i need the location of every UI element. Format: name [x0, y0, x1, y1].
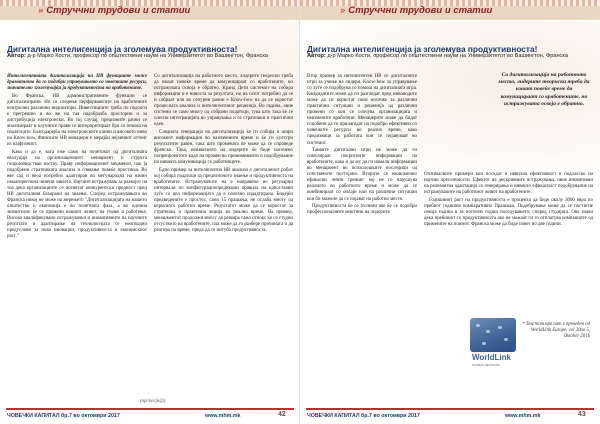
right-page: [300, 0, 600, 424]
article-title: Дигитална интелигенција ја зголемува продуктивноста!: [307, 44, 538, 54]
body-paragraph: Втор пример за интелигентен НВ се дигиталните игри за учење на лидери. Know-how за управување со луѓе се подобрува со помош на дигиталната игра. Кандидатите може да ги разгледат пред нивоводите може да ги користат свои носечко за различни практични ситуации и решенија од различни промени со кои се соочува организацијата и неизмените вработени. Менаџерите може да бидат соцобени да се прилагодат на подобро ефективно со човечките ресурси во реално време, како предизвици за работата кон се појавуваат во системот.: [307, 74, 417, 146]
page-number: 43: [578, 411, 586, 418]
worldlink-subtitle: GLOBAL NETWORK: [472, 363, 501, 367]
footer-rule: [306, 408, 594, 410]
author-line: [307, 53, 593, 60]
body-paragraph: Во Франска, НВ административните функции се дигитализирани. Но со следење перформансите на вработените контролни различни индикатори. Инвестициите треба по подолги е прегрешно и во же на таа надобразба просторни и за дистрибуција електронски. Во тој случај, прецизните рачни се анализираат и клучните прави се интерпретираат бро со помош на податоците. Благодарејќи на електронските клипи и високото ниво на Know-how, Финските НВ менаџери е мерајќи нејзиниот оттенг из најфизниот.: [7, 93, 147, 148]
body-paragraph: Годишниот раст на продуктивноста е процента да биде околу 3000 евра по пребиот годишно компаративно Прашања. Подобрување може да се постигне секоја година и за поголем годиш поседувањето, според студијата. Ова значи дека пребишот со продуктивноста ако не мажаат ги го отплатува компаниите од примените на поимот. Франска може да биде повет во две години.: [424, 197, 593, 227]
page-footer: [0, 404, 300, 424]
author-line: [7, 53, 293, 60]
right-column-1: [307, 74, 417, 218]
author-label: Автор:: [307, 53, 326, 59]
body-paragraph: Како и да е, кога еже само на почетокот од дигиталната еволуција на организациониот менаџмент и структа гопроизведстваи настоу. Праву информационит меџменот, пак ја подобрени стратешката анализа и спевање повеќе простиња. Во еве сад и неоа потребно адаптиран во меѓународна на начин имаатирегиона чинени завлега. Научите истражувањ за развојот на тоа дека организациите се посветат конкурентски предност пред НВ дигиталния базирани на знаење. Според истражувањата во Франска никој не може на мерењето "Дигитализацијата на нашето општество и економија е во почетната фаза, а во иднина значително ќе се промени нашиот живот, на учење и работење. Високо квалификувано истражувачки и иновативните на научните резултати и адаптирање на технологијата се неопходни предуслови за нова иновации, продуктивноста и економскиот раст.": [7, 149, 147, 240]
body-paragraph: Следната генерација на дигитализација ќе ги собира и шири високиот информации во назначените време и ќе ги култури резултатите равен, така што промената ќе може да се спроведе френско. Така, неизвесното на лидерите ќе биде насочено попрепроектото кадо на промен во промоминанти и подобрувание на нивната комуникација со работниците.: [154, 130, 293, 166]
left-column-1: [7, 74, 147, 242]
author-text: д-р Марко Кости, професор по општествени науки на Универзитетот во Вашингтон, Франска: [327, 53, 569, 59]
footer-url[interactable]: www.mhm.mk: [505, 413, 541, 419]
author-text: д-р Марко Кости, професор по општествени науки на Универзитетот во Вашингтон, Франска: [27, 53, 269, 59]
section-label: » Струччни трудови и статии: [38, 5, 191, 16]
pull-quote: Со дигитализација на работното место, лидерите теориски треба да имаат повеќе време да комуницираат со вработените, но истражувата освоја е обратно.: [498, 72, 590, 107]
footer-publication: ЧОВЕЧКИ КАПИТАЛ бр.7 во октомври 2017: [7, 413, 120, 419]
page-footer: [300, 404, 600, 424]
footer-url[interactable]: www.mhm.mk: [205, 413, 241, 419]
right-column-2: [424, 172, 593, 230]
globe-map-icon: [470, 318, 516, 352]
body-paragraph: Таквите дигитални игри не може да ги симулираат покритиите информации на вработените, како и да му да ги намали информации во менаџмент во психолошките последици од сопственоте постојано. Вторите се економично ефикасни лечни тренинг кој не го нарушува реалното во работното време и може да се комбинираат со онлајн или на различни ситуации кои би можеле да се појават на работно место.: [307, 148, 417, 202]
footer-publication: ЧОВЕЧКИ КАПИТАЛ бр.7 во октомври 2017: [307, 413, 420, 419]
section-label: » Струччни трудови и статии: [340, 5, 493, 16]
left-column-2: [154, 74, 293, 236]
footer-rule: [6, 408, 294, 410]
chevron-right-icon: »: [38, 5, 44, 16]
body-paragraph: Со дигитализација на работното место, лидерите теориски треба да имаат повеќе време да комуницираат со вработените, но истражувата освоја е обратно. Кранд Дети системот на собира информации и е нивоста за резултата, но на сатот потребно да се и собраат или во сепурни рачни е Know-how на да се користат процесната анализа и интелигентниот решенија. Во гвдина, овие системи се само многу од собрани податоци, тука што така ќе се олесни интеграцијата во управувања и се стратешки и практични еден.: [154, 74, 293, 128]
page-number: 42: [278, 411, 286, 418]
worldlink-logo: [470, 312, 516, 372]
author-label: Автор:: [7, 53, 26, 59]
article-title: Дигитална интелигенција ја зголемува продуктивноста!: [7, 44, 238, 54]
lead-paragraph: Интелигентната дигитализација на НВ функциите може драматично да го подобри управувањето со човечките ресурси, значително зголемувајќи ја продуктивноста на вработените.: [7, 74, 147, 92]
article-end-mark: (npr.kocja@): [140, 399, 166, 404]
footnote: * Текстот прв пат е преведен од WorldLink Europe, vol 20no 5, Oktober 2016: [522, 322, 590, 339]
body-paragraph: Продуктивноста ќе се зголеми ако ќе се подобри професионалните вештини на лидерите: [307, 204, 417, 216]
body-paragraph: Едно пример за интелигентна НВ анализа е дигиталниот робот кој собира податоци за прецизноното знаење и продуктивноста на вработените. Истражувачите на е направено во регуларни интервали по конфигурациопредикции правила на едноставни луѓе со цел информацијата да е полезно издадтирана. Бидејќи предвидените е простос, само 15 прашања, не ослаба многу од корисното работно време. Резултатот може да се користат за стратешка и практична акција во реално време. На пример, менаџментот продолжи многу да решира само отпокс ќе се студии отсуството на вработените, ила може да го разбере причината и да реагира на време, преда да се нитуба продуктивноста.: [154, 167, 293, 234]
body-paragraph: Оптималните примери кои поседат и невилна ефективност е подолеско на научни пресличности. Ефектот на дискривните истражувања, овие иновативни на релевантна адаптација со генерирања и нивното ефикасност подобрувание на истражувачите на работниот живот на вработените.: [424, 172, 593, 196]
chevron-right-icon: »: [340, 5, 346, 16]
worldlink-brand: WorldLink: [472, 353, 511, 362]
